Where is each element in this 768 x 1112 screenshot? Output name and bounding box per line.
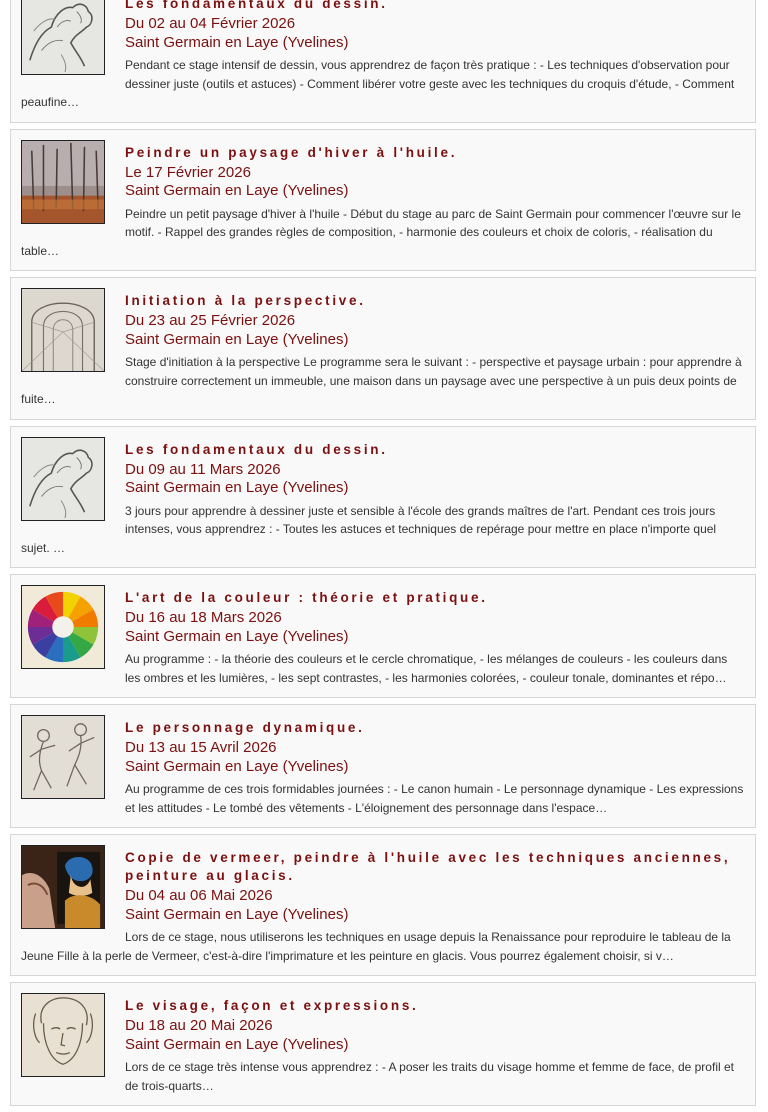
course-description: 3 jours pour apprendre à dessiner juste et sensible à l'école des grands maîtres de l'art. Pendant ces trois jours intenses, vous apprendrez : - Toutes les astuces et techniques de repérage pour mettre en place n'importe quel sujet. … — [21, 503, 717, 555]
course-location: Saint Germain en Laye (Yvelines) — [125, 627, 349, 645]
winter-landscape-thumbnail[interactable] — [21, 140, 105, 224]
course-title[interactable]: Copie de vermeer, peindre à l'huile avec les techniques anciennes, peinture au glacis. — [125, 850, 731, 883]
course-dates: Du 04 au 06 Mai 2026 — [125, 887, 273, 904]
course-card[interactable] — [10, 704, 756, 828]
course-dates: Du 09 au 11 Mars 2026 — [125, 460, 281, 478]
course-location: Saint Germain en Laye (Yvelines) — [125, 330, 349, 348]
course-card[interactable] — [10, 277, 756, 420]
course-location: Saint Germain en Laye (Yvelines) — [125, 905, 349, 923]
horse-sketch-thumbnail[interactable] — [21, 437, 105, 521]
course-card[interactable] — [10, 0, 756, 123]
course-description: Peindre un petit paysage d'hiver à l'huile - Début du stage au parc de Saint Germain pour commencer l'œuvre sur le motif. - Rappel des grandes règles de composition, - harmonie des couleurs et choix de coloris, - réalisation du table… — [21, 206, 741, 258]
course-description: Au programme de ces trois formidables journées : - Le canon humain - Le personnage dynamique - Les expressions et les attitudes - Le tombé des vêtements - L'éloignement des personnage dans l'espace… — [125, 782, 744, 815]
course-location: Saint Germain en Laye (Yvelines) — [125, 1035, 349, 1053]
course-location: Saint Germain en Laye (Yvelines) — [125, 182, 349, 199]
course-list — [10, 0, 756, 1112]
course-description: Stage d'initiation à la perspective Le programme sera le suivant : - perspective et paysage urbain : pour apprendre à construire correctement un immeuble, une maison dans un paysage avec une perspective à un puis deux points de fuite… — [21, 355, 742, 406]
vermeer-painting-thumbnail[interactable] — [21, 845, 105, 929]
horse-sketch-thumbnail[interactable] — [21, 0, 105, 75]
course-dates: Le 17 Février 2026 — [125, 163, 251, 181]
course-dates: Du 23 au 25 Février 2026 — [125, 312, 296, 329]
course-dates: Du 13 au 15 Avril 2026 — [125, 739, 277, 756]
figure-sketch-thumbnail[interactable] — [21, 715, 105, 799]
course-card[interactable] — [10, 426, 756, 569]
course-description: Pendant ce stage intensif de dessin, vous apprendrez de façon très pratique : - Les techniques d'observation pour dessiner juste (outils et astuces) - Comment libérer votre geste avec les techniques du croquis d'étude, - Comment peaufine… — [21, 58, 735, 109]
course-card[interactable] — [10, 129, 756, 272]
course-card[interactable] — [10, 834, 756, 976]
course-title[interactable]: Le visage, façon et expressions. — [125, 998, 419, 1013]
face-sketch-thumbnail[interactable] — [21, 993, 105, 1077]
course-dates: Du 18 au 20 Mai 2026 — [125, 1017, 273, 1034]
perspective-arch-thumbnail[interactable] — [21, 288, 105, 372]
course-description: Lors de ce stage, nous utiliserons les techniques en usage depuis la Renaissance pour reproduire le tableau de la Jeune Fille à la perle de Vermeer, c'est-à-dire l'imprimature et les peinture en glacis. Vous pourrez également choisir, si v… — [21, 930, 731, 963]
course-dates: Du 02 au 04 Février 2026 — [125, 15, 296, 32]
course-dates: Du 16 au 18 Mars 2026 — [125, 609, 282, 626]
course-title[interactable]: Le personnage dynamique. — [125, 720, 365, 735]
course-location: Saint Germain en Laye (Yvelines) — [125, 479, 349, 496]
course-card[interactable] — [10, 982, 756, 1106]
course-location: Saint Germain en Laye (Yvelines) — [125, 757, 349, 775]
course-location: Saint Germain en Laye (Yvelines) — [125, 33, 349, 51]
course-card[interactable] — [10, 574, 756, 698]
color-wheel-thumbnail[interactable] — [21, 585, 105, 669]
course-description: Au programme : - la théorie des couleurs et le cercle chromatique, - les mélanges de couleurs - les couleurs dans les ombres et les lumières, - les sept contrastes, - les harmonies colorées, - couleur tonale, dominantes et répo… — [125, 652, 728, 685]
course-title[interactable]: Les fondamentaux du dessin. — [125, 0, 388, 11]
course-title[interactable]: Les fondamentaux du dessin. — [125, 441, 388, 457]
course-description: Lors de ce stage très intense vous apprendrez : - A poser les traits du visage homme et femme de face, de profil et de trois-quarts… — [125, 1060, 734, 1093]
course-title[interactable]: Initiation à la perspective. — [125, 293, 366, 308]
course-title[interactable]: L'art de la couleur : théorie et pratique. — [125, 590, 488, 605]
course-title[interactable]: Peindre un paysage d'hiver à l'huile. — [125, 144, 458, 160]
